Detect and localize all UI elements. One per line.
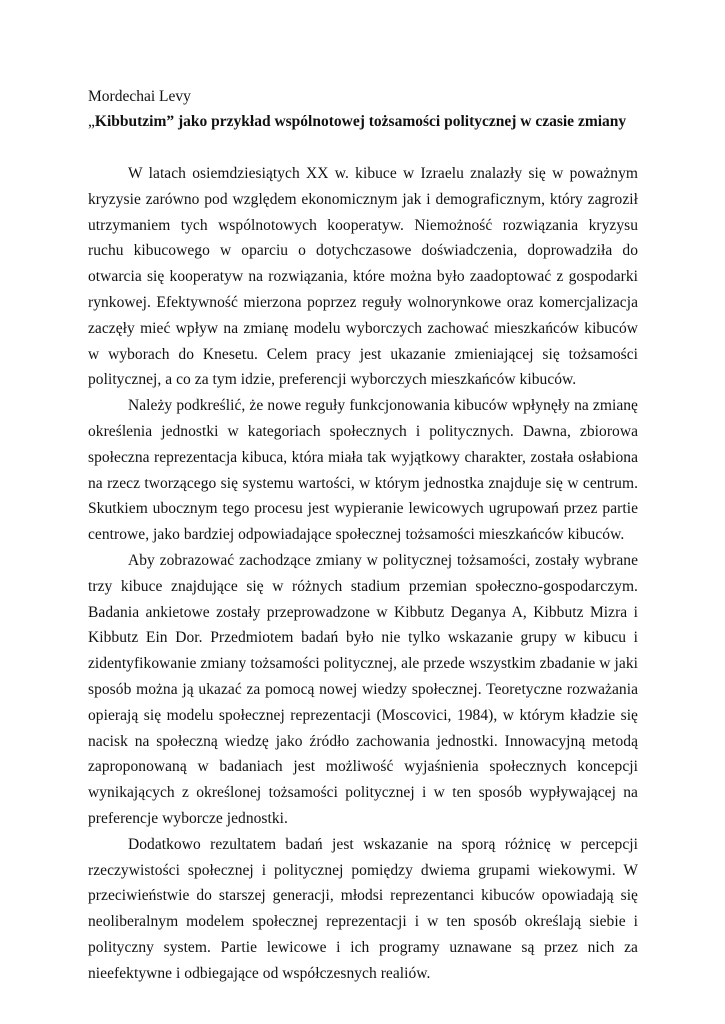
paragraph-1: W latach osiemdziesiątych XX w. kibuce w Izraelu znalazły się w poważnym kryzysie zarówno pod względem ekonomicznym jak i demograficznym, który zagroził utrzymaniem tych wspólnotowych kooperatyw. Niemożność rozwiązania kryzysu ruchu kibucowego w oparciu o dotychczasowe doświadczenia, doprowadziła do otwarcia się kooperatyw na rozwiązania, które można było zaadoptować z gospodarki rynkowej. Efektywność mierzona poprzez reguły wolnorynkowe oraz komercjalizacja zaczęły mieć wpływ na zmianę modelu wyborczych zachować mieszkańców kibuców w wyborach do Knesetu. Celem pracy jest ukazanie zmieniającej się tożsamości politycznej, a co za tym idzie, preferencji wyborczych mieszkańców kibuców. bbox=[88, 165, 638, 389]
paragraph-3: Aby zobrazować zachodzące zmiany w politycznej tożsamości, zostały wybrane trzy kibuce znajdujące się w różnych stadium przemian społeczno-gospodarczym. Badania ankietowe zostały przeprowadzone w Kibbutz Deganya A, Kibbutz Mizra i Kibbutz Ein Dor. Przedmiotem badań było nie tylko wskazanie grupy w kibucu i zidentyfikowanie zmiany tożsamości politycznej, ale przede wszystkim zbadanie w jaki sposób można ją ukazać za pomocą nowej wiedzy społecznej. Teoretyczne rozważania opierają się modelu społecznej reprezentacji (Moscovici, 1984), w którym kładzie się nacisk na społeczną wiedzę jako źródło zachowania jednostki. Innowacyjną metodą zaproponowaną w badaniach jest możliwość wyjaśnienia społecznych koncepcji wynikających z określonej tożsamości politycznej i w ten sposób wypływającej na preferencje wyborcze jednostki. bbox=[88, 551, 638, 827]
title-open-quote: „ bbox=[88, 113, 95, 130]
paragraph-4: Dodatkowo rezultatem badań jest wskazanie na sporą różnicę w percepcji rzeczywistości społecznej i politycznej pomiędzy dwiema grupami wiekowymi. W przeciwieństwie do starszej generacji, młodsi reprezentanci kibuców opowiadają się neoliberalnym modelem społecznej reprezentacji i w ten sposób określają siebie i polityczny system. Partie lewicowe i ich programy uznawane są przez nich za nieefektywne i odbiegające od współczesnych realiów. bbox=[88, 835, 638, 982]
author-name: Mordechai Levy bbox=[88, 88, 191, 105]
title-text: Kibbutzim” jako przykład wspólnotowej tożsamości politycznej w czasie zmiany bbox=[94, 113, 627, 130]
document-title bbox=[88, 111, 638, 133]
document-content bbox=[88, 86, 638, 987]
body-text bbox=[88, 161, 638, 987]
paragraph-2: Należy podkreślić, że nowe reguły funkcjonowania kibuców wpłynęły na zmianę określenia jednostki w kategoriach społecznych i politycznych. Dawna, zbiorowa społeczna reprezentacja kibuca, która miała tak wyjątkowy charakter, została osłabiona na rzecz tworzącego się systemu wartości, w którym jednostka znajduje się w centrum. Skutkiem ubocznym tego procesu jest wypieranie lewicowych ugrupowań przez partie centrowe, jako bardziej odpowiadające społecznej tożsamości mieszkańców kibuców. bbox=[88, 397, 638, 544]
